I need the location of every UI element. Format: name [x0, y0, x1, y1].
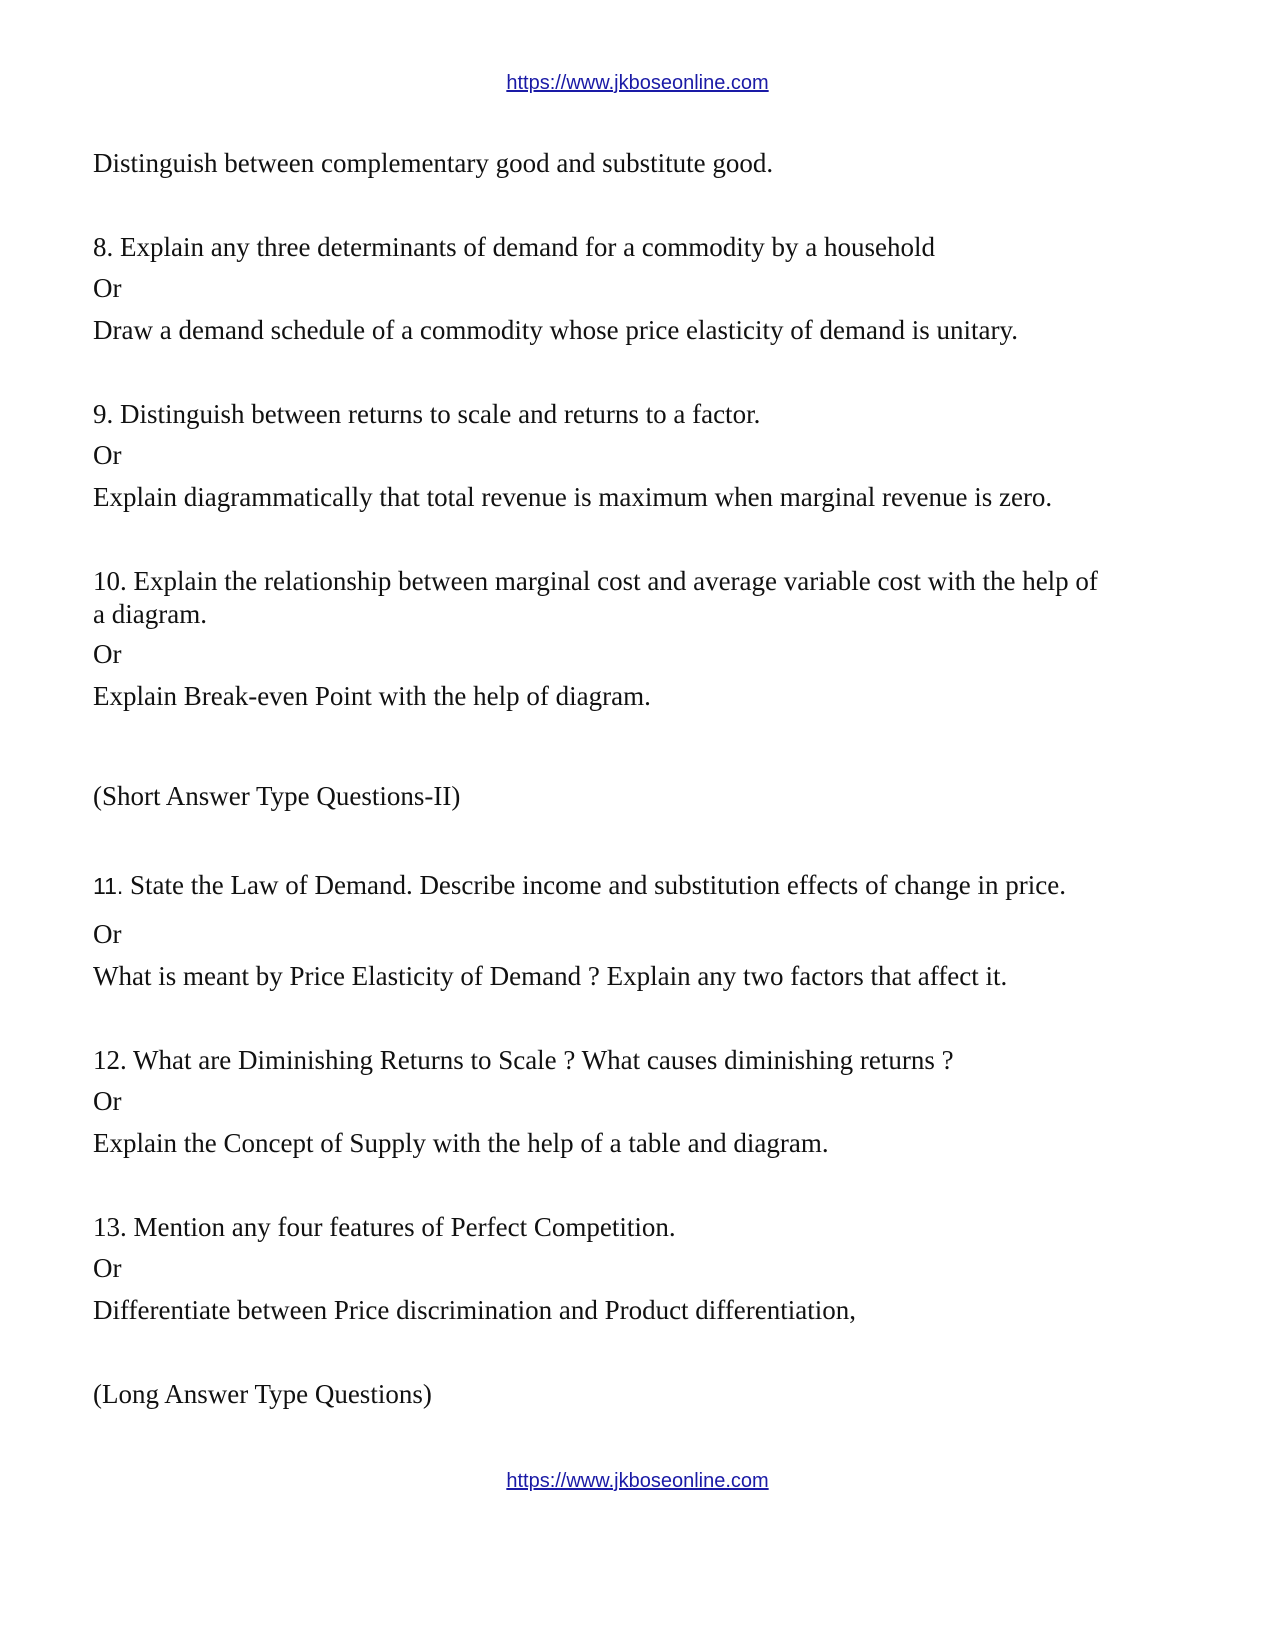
- question-13: 13. Mention any four features of Perfect Competition.: [93, 1212, 676, 1242]
- or-label: Or: [93, 1253, 122, 1283]
- header-link[interactable]: https://www.jkboseonline.com: [506, 72, 769, 94]
- or-label: Or: [93, 919, 122, 949]
- question-8: 8. Explain any three determinants of demand for a commodity by a household: [93, 232, 936, 262]
- question-11-text: State the Law of Demand. Describe income and substitution effects of change in price.: [123, 870, 1066, 900]
- or-label: Or: [93, 639, 122, 669]
- question-11-number: 11.: [93, 873, 124, 899]
- question-10-continued: a diagram.: [93, 599, 207, 629]
- question-10: 10. Explain the relationship between marginal cost and average variable cost with the help of: [93, 566, 1098, 596]
- footer-link[interactable]: https://www.jkboseonline.com: [506, 1470, 769, 1492]
- question-11: [93, 868, 1066, 903]
- question-9-alternative: Explain diagrammatically that total revenue is maximum when marginal revenue is zero.: [93, 482, 1053, 512]
- question-7-alternative: Distinguish between complementary good and substitute good.: [93, 148, 774, 178]
- question-12-alternative: Explain the Concept of Supply with the help of a table and diagram.: [93, 1128, 829, 1158]
- section-heading-long-answer: (Long Answer Type Questions): [93, 1379, 432, 1409]
- question-8-alternative: Draw a demand schedule of a commodity whose price elasticity of demand is unitary.: [93, 315, 1018, 345]
- or-label: Or: [93, 273, 122, 303]
- question-11-alternative: What is meant by Price Elasticity of Demand ? Explain any two factors that affect it.: [93, 961, 1008, 991]
- or-label: Or: [93, 1086, 122, 1116]
- section-heading-short-answer-ii: (Short Answer Type Questions-II): [93, 781, 461, 811]
- question-9: 9. Distinguish between returns to scale and returns to a factor.: [93, 399, 761, 429]
- question-12: 12. What are Diminishing Returns to Scale ? What causes diminishing returns ?: [93, 1045, 954, 1075]
- or-label: Or: [93, 440, 122, 470]
- question-10-alternative: Explain Break-even Point with the help of diagram.: [93, 681, 651, 711]
- question-13-alternative: Differentiate between Price discrimination and Product differentiation,: [93, 1295, 857, 1325]
